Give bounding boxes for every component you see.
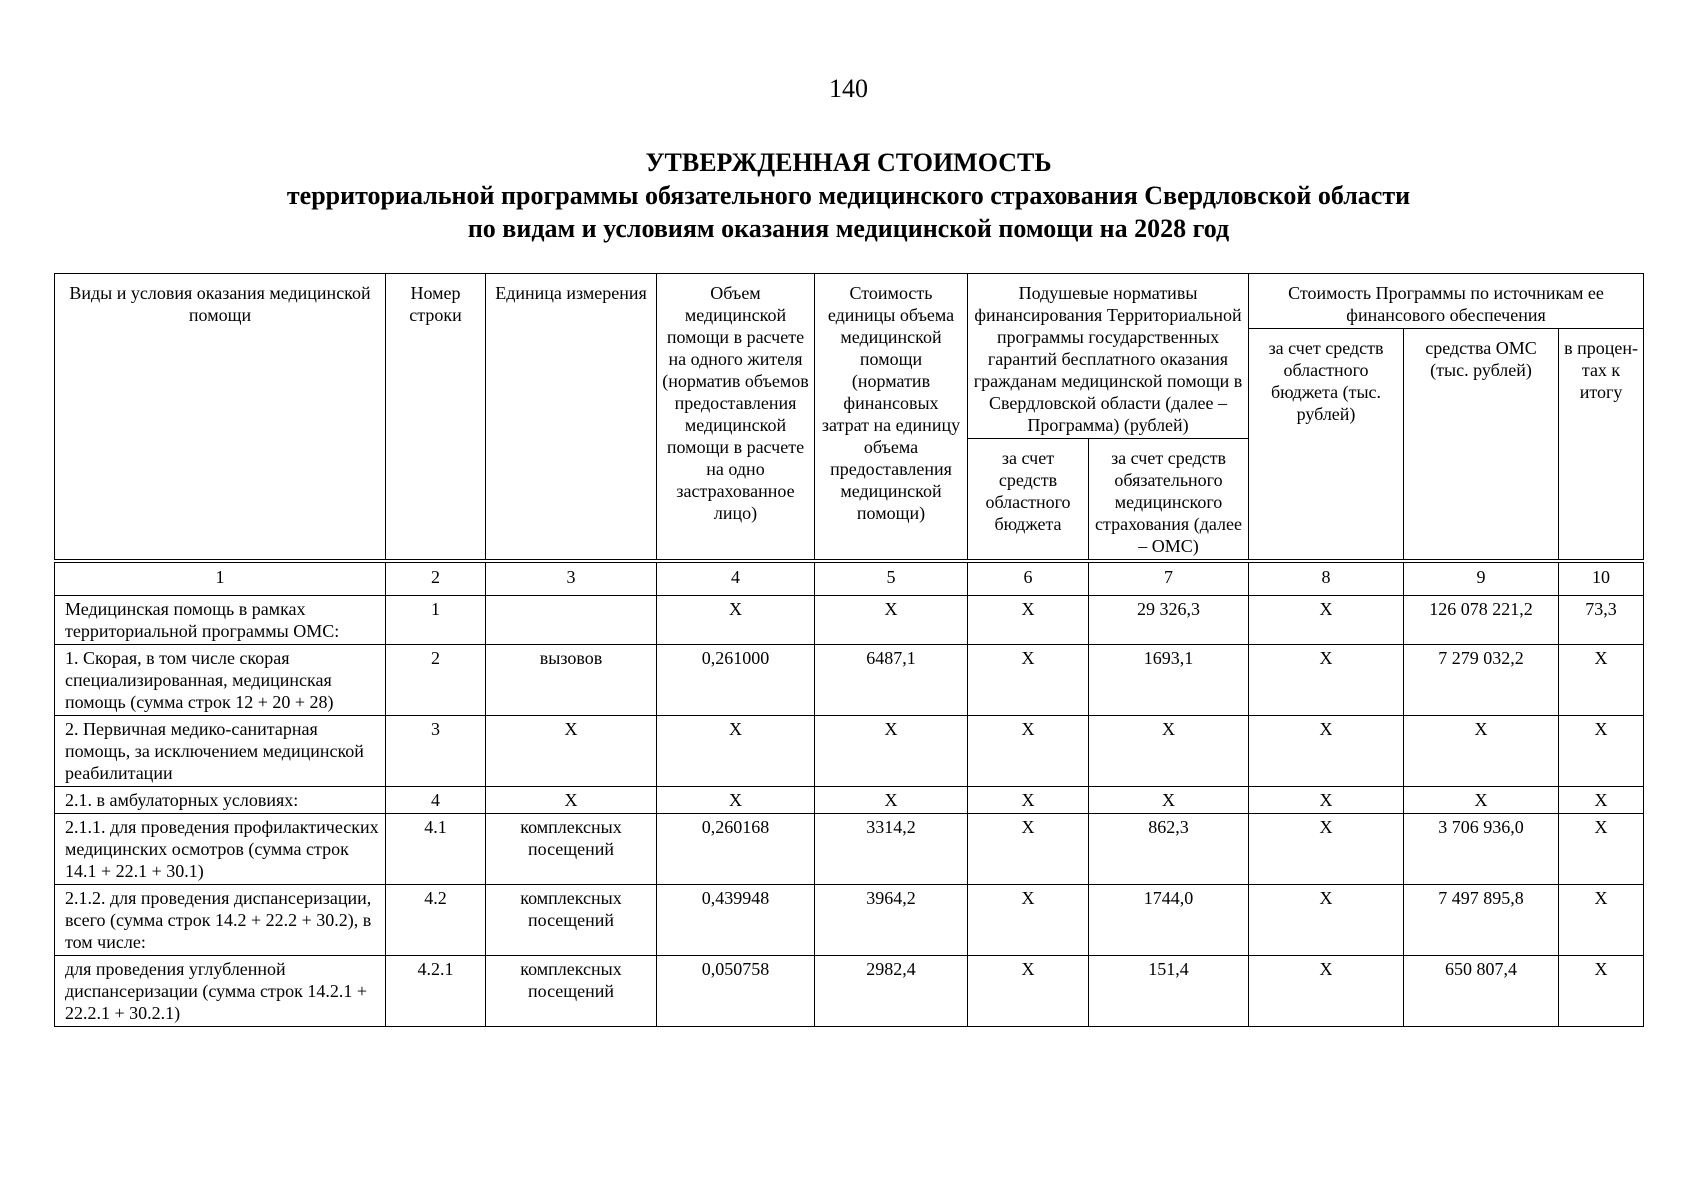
row-name: 2.1.1. для проведения профилактических медицинских осмотров (сумма строк 14.1 + 22.1 + 30.1) bbox=[55, 814, 386, 885]
row-regional-budget: X bbox=[968, 596, 1089, 645]
column-number: 5 bbox=[815, 563, 968, 596]
row-percent: X bbox=[1559, 885, 1644, 956]
cost-table bbox=[54, 273, 1644, 1027]
row-number: 4.1 bbox=[386, 814, 486, 885]
table-row bbox=[55, 885, 1644, 956]
row-regional-budget: X bbox=[968, 885, 1089, 956]
row-regional-budget: X bbox=[968, 956, 1089, 1027]
row-cost: X bbox=[815, 596, 968, 645]
header-unit: Единица измерения bbox=[486, 274, 657, 560]
row-volume: X bbox=[657, 596, 815, 645]
row-unit: комплексных посещений bbox=[486, 814, 657, 885]
row-name: 2. Первичная медико-санитарная помощь, за исключением медицинской реабилитации bbox=[55, 716, 386, 787]
row-cost: 6487,1 bbox=[815, 645, 968, 716]
row-percent: X bbox=[1559, 716, 1644, 787]
header-program-cost-sources: Стоимость Программы по источникам ее финансового обеспечения bbox=[1249, 274, 1644, 329]
column-numbers-row bbox=[55, 563, 1644, 596]
row-number: 4.2 bbox=[386, 885, 486, 956]
row-oms: 29 326,3 bbox=[1089, 596, 1249, 645]
column-number: 8 bbox=[1249, 563, 1404, 596]
row-regional-budget: X bbox=[968, 814, 1089, 885]
row-unit: комплексных посещений bbox=[486, 885, 657, 956]
row-program-budget: X bbox=[1249, 645, 1404, 716]
title-line-2: территориальной программы обязательного медицинского страхования Свердловской области bbox=[286, 181, 1411, 210]
row-unit: вызовов bbox=[486, 645, 657, 716]
row-volume: 0,050758 bbox=[657, 956, 815, 1027]
row-regional-budget: X bbox=[968, 716, 1089, 787]
header-types-conditions: Виды и условия оказания медицинской помощи bbox=[55, 274, 386, 560]
header-program-oms: средства ОМС (тыс. рублей) bbox=[1404, 329, 1559, 560]
row-cost: X bbox=[815, 716, 968, 787]
row-oms: 1744,0 bbox=[1089, 885, 1249, 956]
header-unit-cost: Стоимость единицы объема медицинской помощи (норматив финансовых затрат на единицу объема предоставления медицинской помощи) bbox=[815, 274, 968, 560]
row-percent: 73,3 bbox=[1559, 596, 1644, 645]
row-unit: X bbox=[486, 716, 657, 787]
row-program-budget: X bbox=[1249, 814, 1404, 885]
column-number: 10 bbox=[1559, 563, 1644, 596]
column-number: 9 bbox=[1404, 563, 1559, 596]
header-row-number: Номер строки bbox=[386, 274, 486, 560]
row-name: для проведения углубленной диспансеризации (сумма строк 14.2.1 + 22.2.1 + 30.2.1) bbox=[55, 956, 386, 1027]
row-oms: 151,4 bbox=[1089, 956, 1249, 1027]
table-row bbox=[55, 787, 1644, 814]
row-program-budget: X bbox=[1249, 885, 1404, 956]
table-row bbox=[55, 596, 1644, 645]
column-number: 1 bbox=[55, 563, 386, 596]
column-number: 7 bbox=[1089, 563, 1249, 596]
header-per-capita-norms: Подушевые нормативы финансирования Территориальной программы государственных гарантий бесплатного оказания гражданам медицинской помощи в Свердловской области (далее – Программа) (рублей) bbox=[968, 274, 1249, 439]
row-regional-budget: X bbox=[968, 645, 1089, 716]
row-unit: X bbox=[486, 787, 657, 814]
row-program-oms: 126 078 221,2 bbox=[1404, 596, 1559, 645]
row-program-oms: 7 279 032,2 bbox=[1404, 645, 1559, 716]
row-program-budget: X bbox=[1249, 956, 1404, 1027]
row-program-budget: X bbox=[1249, 596, 1404, 645]
row-oms: 862,3 bbox=[1089, 814, 1249, 885]
row-name: Медицинская помощь в рамках территориальной программы ОМС: bbox=[55, 596, 386, 645]
column-number: 2 bbox=[386, 563, 486, 596]
row-volume: 0,260168 bbox=[657, 814, 815, 885]
row-number: 4 bbox=[386, 787, 486, 814]
header-volume: Объем медицинской помощи в расчете на одного жителя (норматив объемов предоставления медицинской помощи в расчете на одно застрахованное лицо) bbox=[657, 274, 815, 560]
row-unit bbox=[486, 596, 657, 645]
row-oms: 1693,1 bbox=[1089, 645, 1249, 716]
column-number: 6 bbox=[968, 563, 1089, 596]
row-program-oms: 3 706 936,0 bbox=[1404, 814, 1559, 885]
row-cost: 3314,2 bbox=[815, 814, 968, 885]
row-program-budget: X bbox=[1249, 716, 1404, 787]
row-regional-budget: X bbox=[968, 787, 1089, 814]
row-program-oms: X bbox=[1404, 716, 1559, 787]
row-number: 4.2.1 bbox=[386, 956, 486, 1027]
row-name: 1. Скорая, в том числе скорая специализированная, медицинская помощь (сумма строк 12 + 20 + 28) bbox=[55, 645, 386, 716]
header-program-regional-budget: за счет средств областного бюджета (тыс. рублей) bbox=[1249, 329, 1404, 560]
row-program-oms: 650 807,4 bbox=[1404, 956, 1559, 1027]
row-percent: X bbox=[1559, 814, 1644, 885]
row-cost: 3964,2 bbox=[815, 885, 968, 956]
row-number: 3 bbox=[386, 716, 486, 787]
row-volume: X bbox=[657, 787, 815, 814]
row-program-oms: X bbox=[1404, 787, 1559, 814]
row-name: 2.1.2. для проведения диспансеризации, всего (сумма строк 14.2 + 22.2 + 30.2), в том числе: bbox=[55, 885, 386, 956]
page-number: 140 bbox=[829, 74, 868, 103]
row-program-budget: X bbox=[1249, 787, 1404, 814]
row-oms: X bbox=[1089, 787, 1249, 814]
row-number: 1 bbox=[386, 596, 486, 645]
table-row bbox=[55, 716, 1644, 787]
row-unit: комплексных посещений bbox=[486, 956, 657, 1027]
row-volume: 0,439948 bbox=[657, 885, 815, 956]
row-volume: X bbox=[657, 716, 815, 787]
document-title bbox=[0, 146, 1697, 245]
column-number: 3 bbox=[486, 563, 657, 596]
table-row bbox=[55, 814, 1644, 885]
row-volume: 0,261000 bbox=[657, 645, 815, 716]
title-line-1: УТВЕРЖДЕННАЯ СТОИМОСТЬ bbox=[645, 148, 1052, 177]
table-row bbox=[55, 645, 1644, 716]
table-row bbox=[55, 956, 1644, 1027]
row-number: 2 bbox=[386, 645, 486, 716]
header-oms: за счет средств обязательного медицинского страхования (далее – ОМС) bbox=[1089, 439, 1249, 560]
row-cost: X bbox=[815, 787, 968, 814]
row-program-oms: 7 497 895,8 bbox=[1404, 885, 1559, 956]
row-percent: X bbox=[1559, 787, 1644, 814]
row-oms: X bbox=[1089, 716, 1249, 787]
title-line-3: по видам и условиям оказания медицинской помощи на 2028 год bbox=[467, 214, 1230, 243]
column-number: 4 bbox=[657, 563, 815, 596]
row-percent: X bbox=[1559, 645, 1644, 716]
row-name: 2.1. в амбулаторных условиях: bbox=[55, 787, 386, 814]
row-cost: 2982,4 bbox=[815, 956, 968, 1027]
header-percent: в процен-тах к итогу bbox=[1559, 329, 1644, 560]
row-percent: X bbox=[1559, 956, 1644, 1027]
header-regional-budget: за счет средств областного бюджета bbox=[968, 439, 1089, 560]
